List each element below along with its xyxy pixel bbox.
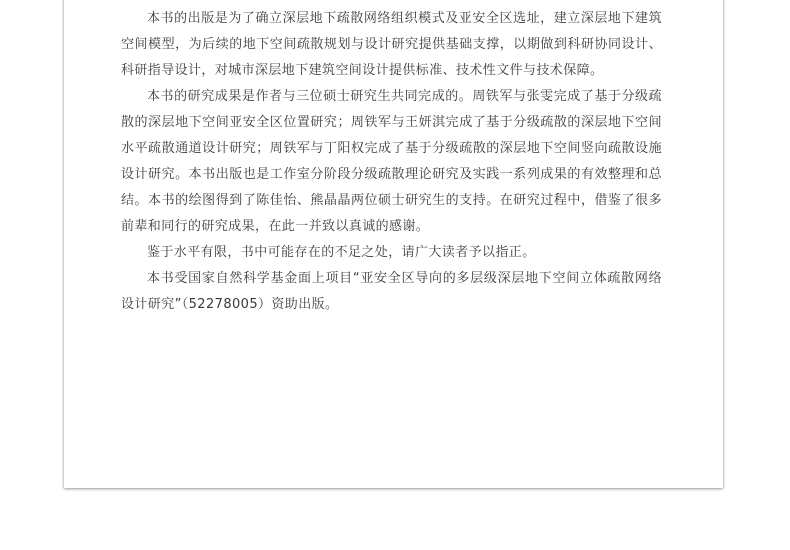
paragraph-purpose: 本书的出版是为了确立深层地下疏散网络组织模式及亚安全区选址，建立深层地下建筑空间模型，为后续的地下空间疏散规划与设计研究提供基础支撑，以期做到科研协同设计、科研指导设计，对城市深层地下建筑空间设计提供标准、技术性文件与技术保障。: [121, 11, 662, 78]
paragraph-limitations: 鉴于水平有限，书中可能存在的不足之处，请广大读者予以指正。: [147, 245, 536, 260]
paragraph-acknowledgements: 本书的研究成果是作者与三位硕士研究生共同完成的。周铁军与张雯完成了基于分级疏散的深层地下空间亚安全区位置研究；周铁军与王妍淇完成了基于分级疏散的深层地下空间水平疏散通道设计研究；周铁军与丁阳权完成了基于分级疏散的深层地下空间竖向疏散设施设计研究。本书出版也是工作室分阶段分级疏散理论研究及实践一系列成果的有效整理和总结。本书的绘图得到了陈佳怡、熊晶晶两位硕士研究生的支持。在研究过程中，借鉴了很多前辈和同行的研究成果，在此一并致以真诚的感谢。: [121, 89, 662, 234]
document-body: [121, 6, 662, 318]
paragraph-funding: 本书受国家自然科学基金面上项目“亚安全区导向的多层级深层地下空间立体疏散网络设计研究”（52278005）资助出版。: [121, 271, 662, 312]
document-page: [64, 0, 723, 488]
